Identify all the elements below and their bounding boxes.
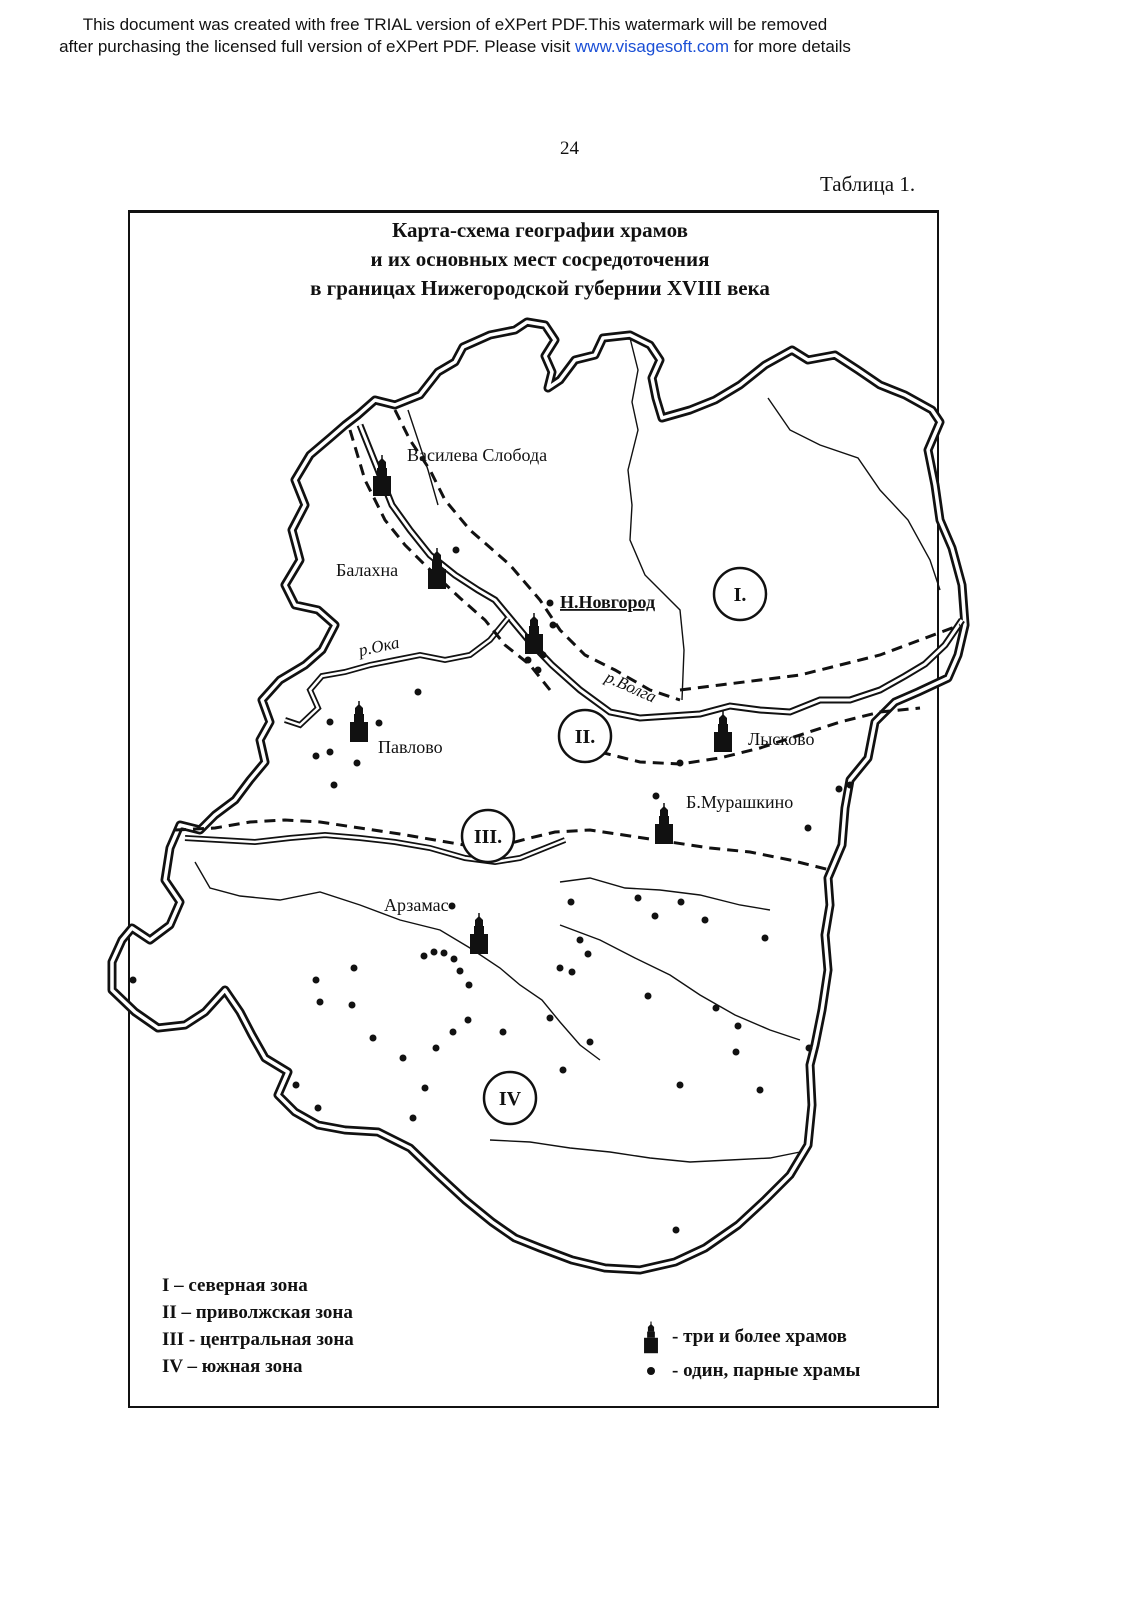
church-icon-nnovgorod xyxy=(525,613,543,654)
label-nnovgorod: Н.Новгород xyxy=(560,592,656,612)
zone-marker-2 xyxy=(559,710,611,762)
map-title-line-1: Карта-схема географии храмов xyxy=(392,218,688,242)
legend-row-dot xyxy=(636,1354,860,1388)
temple-dots xyxy=(130,547,854,1234)
legend-dot-label: - один, парные храмы xyxy=(672,1360,861,1381)
label-murashkino: Б.Мурашкино xyxy=(686,792,794,812)
watermark-link[interactable]: www.visagesoft.com xyxy=(575,37,730,56)
zone-marker-3 xyxy=(462,810,514,862)
svg-text:I.: I. xyxy=(733,584,747,606)
volga-river xyxy=(360,425,962,718)
label-lyskovo: Лысково xyxy=(748,729,815,749)
svg-text:III.: III. xyxy=(473,826,503,848)
zone-legend-item: II – приволжская зона xyxy=(162,1302,353,1323)
zone-marker-1 xyxy=(714,568,766,620)
svg-text:IV: IV xyxy=(498,1088,522,1110)
zone-marker-4 xyxy=(484,1072,536,1124)
zone-legend-item: IV – южная зона xyxy=(162,1356,303,1377)
label-volga-river: р.Волга xyxy=(602,667,660,707)
watermark-line-1: This document was created with free TRIAL version of eXPert PDF.This watermark will be removed xyxy=(82,15,828,34)
label-arzamas: Арзамас xyxy=(384,895,449,915)
church-icon-pavlovo xyxy=(350,701,368,742)
church-icon-arzamas xyxy=(470,913,488,954)
symbol-legend xyxy=(636,1320,860,1388)
watermark-line-2: after purchasing the licensed full version of eXPert PDF. Please visit www.visagesoft.com for more details xyxy=(59,37,851,56)
church-icon-murashkino xyxy=(655,803,673,844)
label-balakhna: Балахна xyxy=(336,560,399,580)
label-pavlovo: Павлово xyxy=(378,737,443,757)
legend-row-church xyxy=(636,1320,860,1354)
map-title-line-3: в границах Нижегородской губернии XVIII века xyxy=(310,276,770,300)
zone-legend-item: III - центральная зона xyxy=(162,1329,354,1350)
page-number: 24 xyxy=(560,138,579,159)
table-label: Таблица 1. xyxy=(820,172,916,196)
zone-legend xyxy=(162,1272,354,1380)
map-title-line-2: и их основных мест сосредоточения xyxy=(370,247,710,271)
label-oka-river: р.Ока xyxy=(356,632,401,660)
church-icon-lyskovo xyxy=(714,711,732,752)
dot-icon xyxy=(636,1367,666,1375)
svg-text:II.: II. xyxy=(574,726,596,748)
zone-legend-item: I – северная зона xyxy=(162,1275,308,1296)
legend-church-label: - три и более храмов xyxy=(672,1326,847,1347)
church-icon xyxy=(636,1320,666,1354)
label-vasileva: Василева Слобода xyxy=(407,445,548,465)
